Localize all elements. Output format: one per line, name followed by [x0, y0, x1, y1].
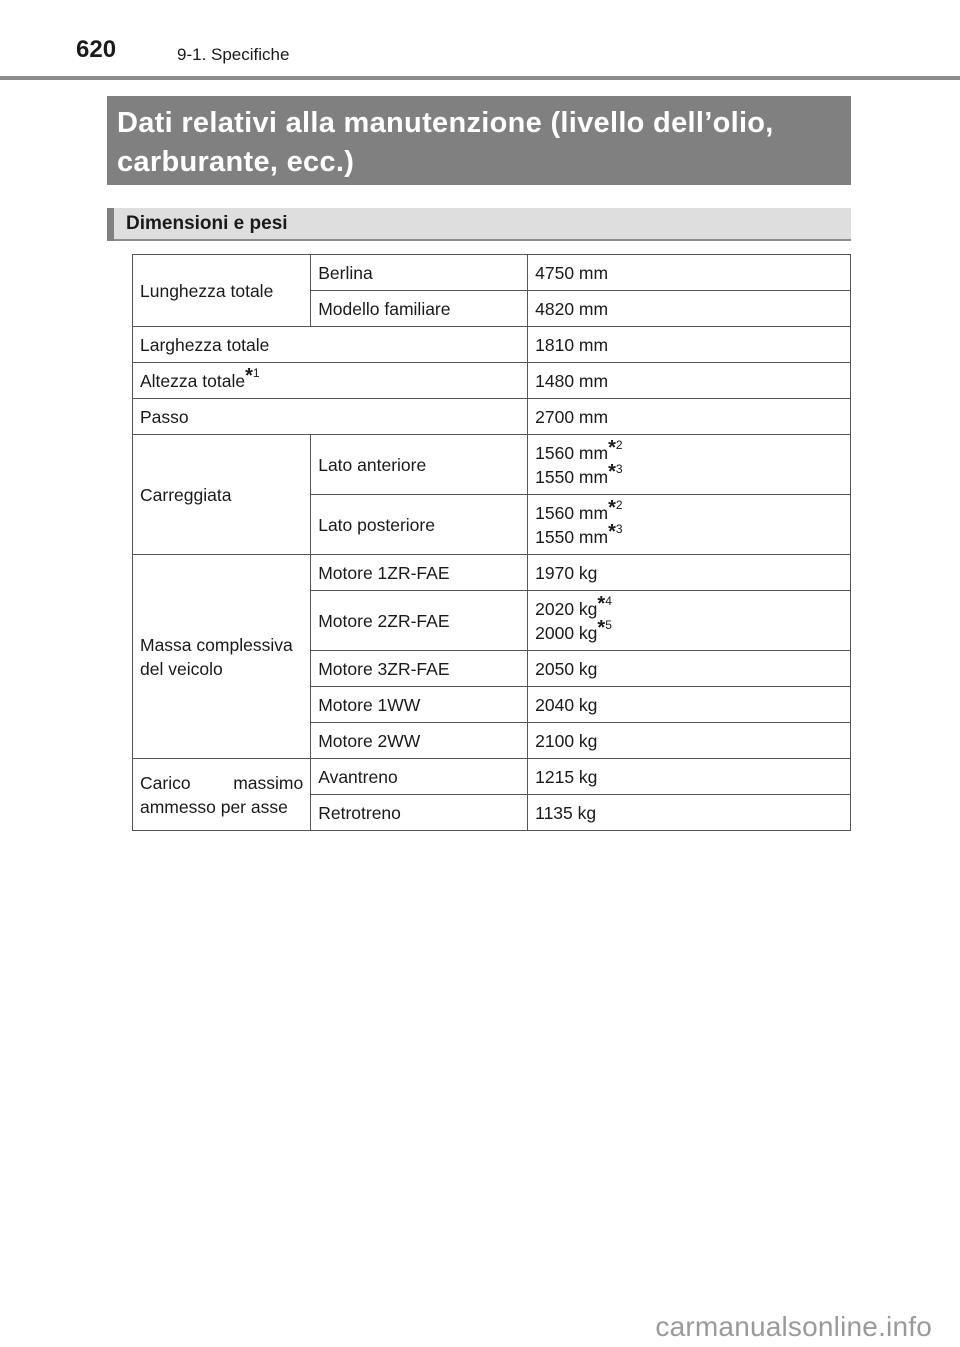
value-3zr: 2050 kg: [528, 651, 851, 687]
header-rule: [0, 76, 960, 80]
table-row: [133, 363, 851, 399]
altezza-label-text: Altezza totale: [140, 370, 246, 391]
value-anteriore-a: 1560 mm: [535, 442, 609, 463]
site-watermark: carmanualsonline.info: [655, 1311, 932, 1342]
section-title-line-2: carburante, ecc.): [117, 146, 355, 178]
sub-label-1ww: Motore 1WW: [311, 687, 528, 723]
value-2zr: [528, 591, 851, 651]
asterisk-footnote-icon: *: [608, 436, 616, 459]
value-anteriore-b: 1550 mm: [535, 466, 609, 487]
asterisk-footnote-icon: *: [608, 496, 616, 519]
subsection-heading: [107, 208, 851, 241]
massa-label-line-2: del veicolo: [140, 658, 223, 679]
value-familiare: 4820 mm: [528, 291, 851, 327]
value-avantreno: 1215 kg: [528, 759, 851, 795]
sub-label-3zr: Motore 3ZR-FAE: [311, 651, 528, 687]
carico-label-line-1: Carico massimo: [140, 772, 304, 793]
row-label-carreggiata: Carreggiata: [133, 435, 311, 555]
value-2zr-a: 2020 kg: [535, 598, 598, 619]
value-1zr: 1970 kg: [528, 555, 851, 591]
value-altezza: 1480 mm: [528, 363, 851, 399]
row-label-massa: [133, 555, 311, 759]
footnote-ref: 2: [615, 497, 623, 512]
sub-label-avantreno: Avantreno: [311, 759, 528, 795]
dimensions-weights-table: [132, 254, 851, 831]
value-passo: 2700 mm: [528, 399, 851, 435]
row-label-passo: Passo: [133, 399, 528, 435]
table-row: [133, 759, 851, 795]
sub-label-berlina: Berlina: [311, 255, 528, 291]
sub-label-posteriore: Lato posteriore: [311, 495, 528, 555]
value-retrotreno: 1135 kg: [528, 795, 851, 831]
asterisk-footnote-icon: *: [608, 520, 616, 543]
sub-label-1zr: Motore 1ZR-FAE: [311, 555, 528, 591]
row-label-carico: [133, 759, 311, 831]
sub-label-2zr: Motore 2ZR-FAE: [311, 591, 528, 651]
section-title-line-1: Dati relativi alla manutenzione (livello dell’olio,: [117, 107, 774, 139]
sub-label-familiare: Modello familiare: [311, 291, 528, 327]
massa-label-line-1: Massa complessiva: [140, 634, 293, 655]
value-anteriore: [528, 435, 851, 495]
value-2zr-b: 2000 kg: [535, 622, 598, 643]
asterisk-footnote-icon: *: [597, 592, 606, 615]
asterisk-footnote-icon: *: [597, 616, 606, 639]
footnote-ref: 3: [615, 521, 623, 536]
subsection-accent-bar: [107, 208, 114, 241]
table-row: [133, 255, 851, 291]
value-2ww: 2100 kg: [528, 723, 851, 759]
value-posteriore-a: 1560 mm: [535, 502, 609, 523]
row-label-lunghezza: Lunghezza totale: [133, 255, 311, 327]
table-row: [133, 399, 851, 435]
value-berlina: 4750 mm: [528, 255, 851, 291]
subsection-title: Dimensioni e pesi: [126, 213, 288, 234]
footnote-ref: 4: [605, 593, 612, 608]
footnote-ref: 5: [605, 617, 612, 632]
value-posteriore-b: 1550 mm: [535, 526, 609, 547]
table-row: [133, 555, 851, 591]
table-row: [133, 435, 851, 495]
page-number: 620: [76, 36, 117, 63]
carico-label-line-2: ammesso per asse: [140, 796, 288, 817]
footnote-ref: 2: [615, 437, 623, 452]
asterisk-footnote-icon: *: [608, 460, 616, 483]
sub-label-2ww: Motore 2WW: [311, 723, 528, 759]
section-title-banner: [107, 96, 851, 185]
row-label-larghezza: Larghezza totale: [133, 327, 528, 363]
section-label: 9-1. Specifiche: [177, 45, 290, 64]
value-posteriore: [528, 495, 851, 555]
footnote-ref: 3: [615, 461, 623, 476]
sub-label-retrotreno: Retrotreno: [311, 795, 528, 831]
sub-label-anteriore: Lato anteriore: [311, 435, 528, 495]
table-row: [133, 327, 851, 363]
row-label-altezza: [133, 363, 528, 399]
footnote-ref: 1: [252, 365, 260, 380]
asterisk-footnote-icon: *: [245, 364, 253, 387]
value-larghezza: 1810 mm: [528, 327, 851, 363]
page-header: [0, 0, 960, 80]
value-1ww: 2040 kg: [528, 687, 851, 723]
